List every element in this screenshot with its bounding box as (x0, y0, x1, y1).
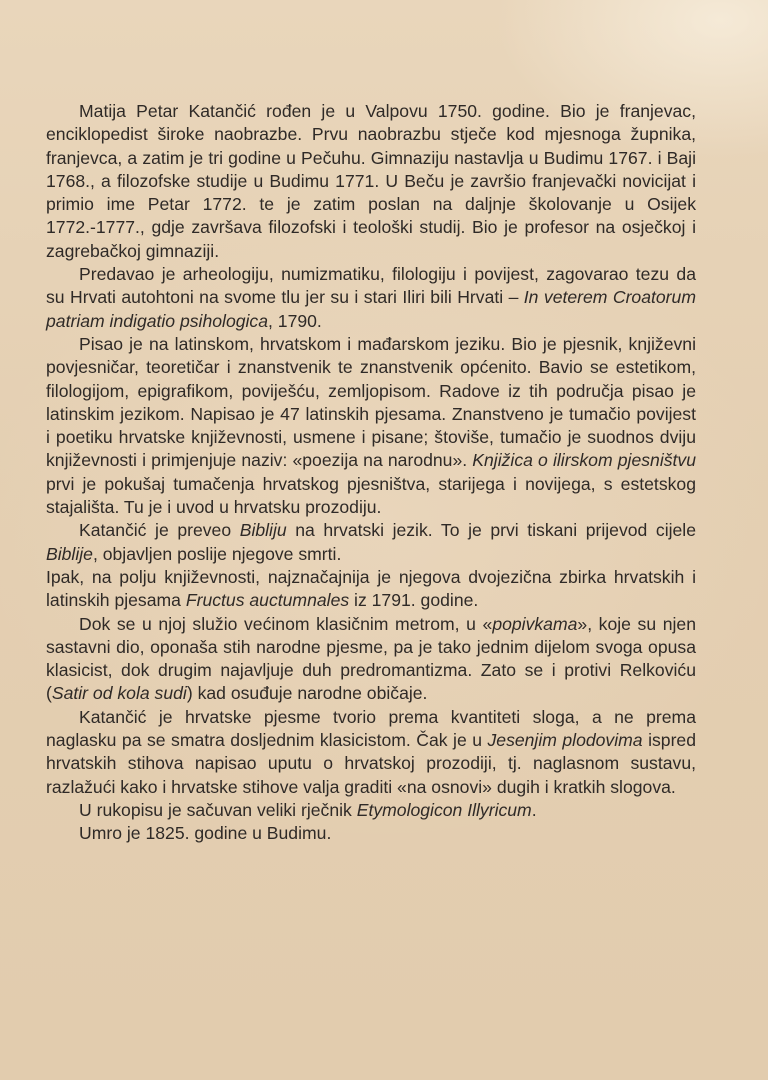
text-run: , objavljen poslije njegove smrti. (92, 543, 342, 564)
text-run: iz 1791. godine. (349, 590, 479, 611)
paragraph (46, 519, 696, 566)
text-run: na hrvatski jezik. To je prvi tiskani prijevod cijele (286, 520, 696, 541)
italic-title: Satir od kola sudi (51, 683, 187, 704)
text-run: , 1790. (268, 310, 322, 331)
text-run: Matija Petar Katančić rođen je u Valpovu 1750. godine. Bio je franjevac, enciklopedist široke naobrazbe. Prvu naobrazbu stječe kod mjesnoga župnika, franjevca, a zatim je tri godine u Pečuhu. Gimnaziju nastavlja u Budimu 1767. i Baji 1768., a filozofske studije u Budimu 1771. U Beču je završio franjevački novicijat i primio ime Petar 1772. te je zatim poslan na daljnje školovanje u Osijek 1772.-1777., gdje završava filozofski i teološki studij. Bio je profesor na osječkoj i zagrebačkoj gimnaziji. (46, 101, 696, 261)
paragraph (46, 100, 696, 263)
text-run: », koje su njen sastavni dio, oponaša stih narodne pjesme, pa je tako jednim dijelom svoga opusa klasicist, dok drugim najavljuje duh predromantizma. Zato se i protivi Relkoviću ( (46, 613, 696, 704)
text-run: Predavao je arheologiju, numizmatiku, filologiju i povijest, zagovarao tezu da su Hrvati autohtoni na svome tlu jer su i stari Iliri bili Hrvati – (46, 264, 696, 308)
paragraph (46, 333, 696, 519)
text-run: Ipak, na polju književnosti, najznačajnija je njegova dvojezična zbirka hrvatskih i latinskih pjesama (46, 566, 696, 611)
paragraph (46, 822, 696, 845)
text-run: U rukopisu je sačuvan veliki rječnik (79, 799, 357, 820)
italic-title: Fructus auctumnales (185, 590, 350, 611)
text-run: Katančić je preveo (79, 520, 240, 541)
paragraph (46, 706, 696, 799)
article-body (46, 100, 696, 846)
paragraph (46, 566, 696, 613)
paragraph (46, 263, 696, 333)
text-run: Umro je 1825. godine u Budimu. (79, 823, 332, 844)
paragraph (46, 613, 696, 706)
text-run: prvi je pokušaj tumačenja hrvatskog pjesništva, starijega i novijega, s estetskog stajališta. Tu je i uvod u hrvatsku prozodiju. (46, 473, 696, 518)
paragraph (46, 799, 696, 822)
text-run: Pisao je na latinskom, hrvatskom i mađarskom jeziku. Bio je pjesnik, književni povjesničar, teoretičar i znanstvenik te znanstvenik općenito. Bavio se estetikom, filologijom, epigrafikom, poviješću, zemljopisom. Radove iz tih područja pisao je latinskim jezikom. Napisao je 47 latinskih pjesama. Znanstveno je tumačio povijest i poetiku hrvatske književnosti, usmene i pisane; štoviše, tumačio je suodnos dviju književnosti i primjenjuje naziv: «poezija na narodnu». (46, 333, 696, 471)
italic-title: In veterem Croatorum patriam indigatio psihologica (46, 287, 696, 331)
italic-title: Jesenjim plodovima (487, 730, 643, 751)
italic-title: Etymologicon Illyricum (356, 799, 532, 820)
italic-title: Bibliju (239, 520, 287, 541)
text-run: Katančić je hrvatske pjesme tvorio prema kvantiteti sloga, a ne prema naglasku pa se smatra dosljednim klasicistom. Čak je u (46, 706, 696, 751)
italic-title: Biblije (46, 543, 93, 564)
text-run: . (531, 799, 537, 820)
text-run: ) kad osuđuje narodne običaje. (186, 683, 428, 704)
italic-title: Knjižica o ilirskom pjesništvu (472, 450, 696, 471)
italic-title: popivkama (492, 613, 578, 634)
text-run: ispred hrvatskih stihova napisao uputu o hrvatskoj prozodiji, tj. naglasnom sustavu, razlažući kako i hrvatske stihove valja graditi «na osnovi» dugih i kratkih slogova. (46, 730, 696, 797)
text-run: Dok se u njoj služio većinom klasičnim metrom, u « (79, 613, 493, 634)
